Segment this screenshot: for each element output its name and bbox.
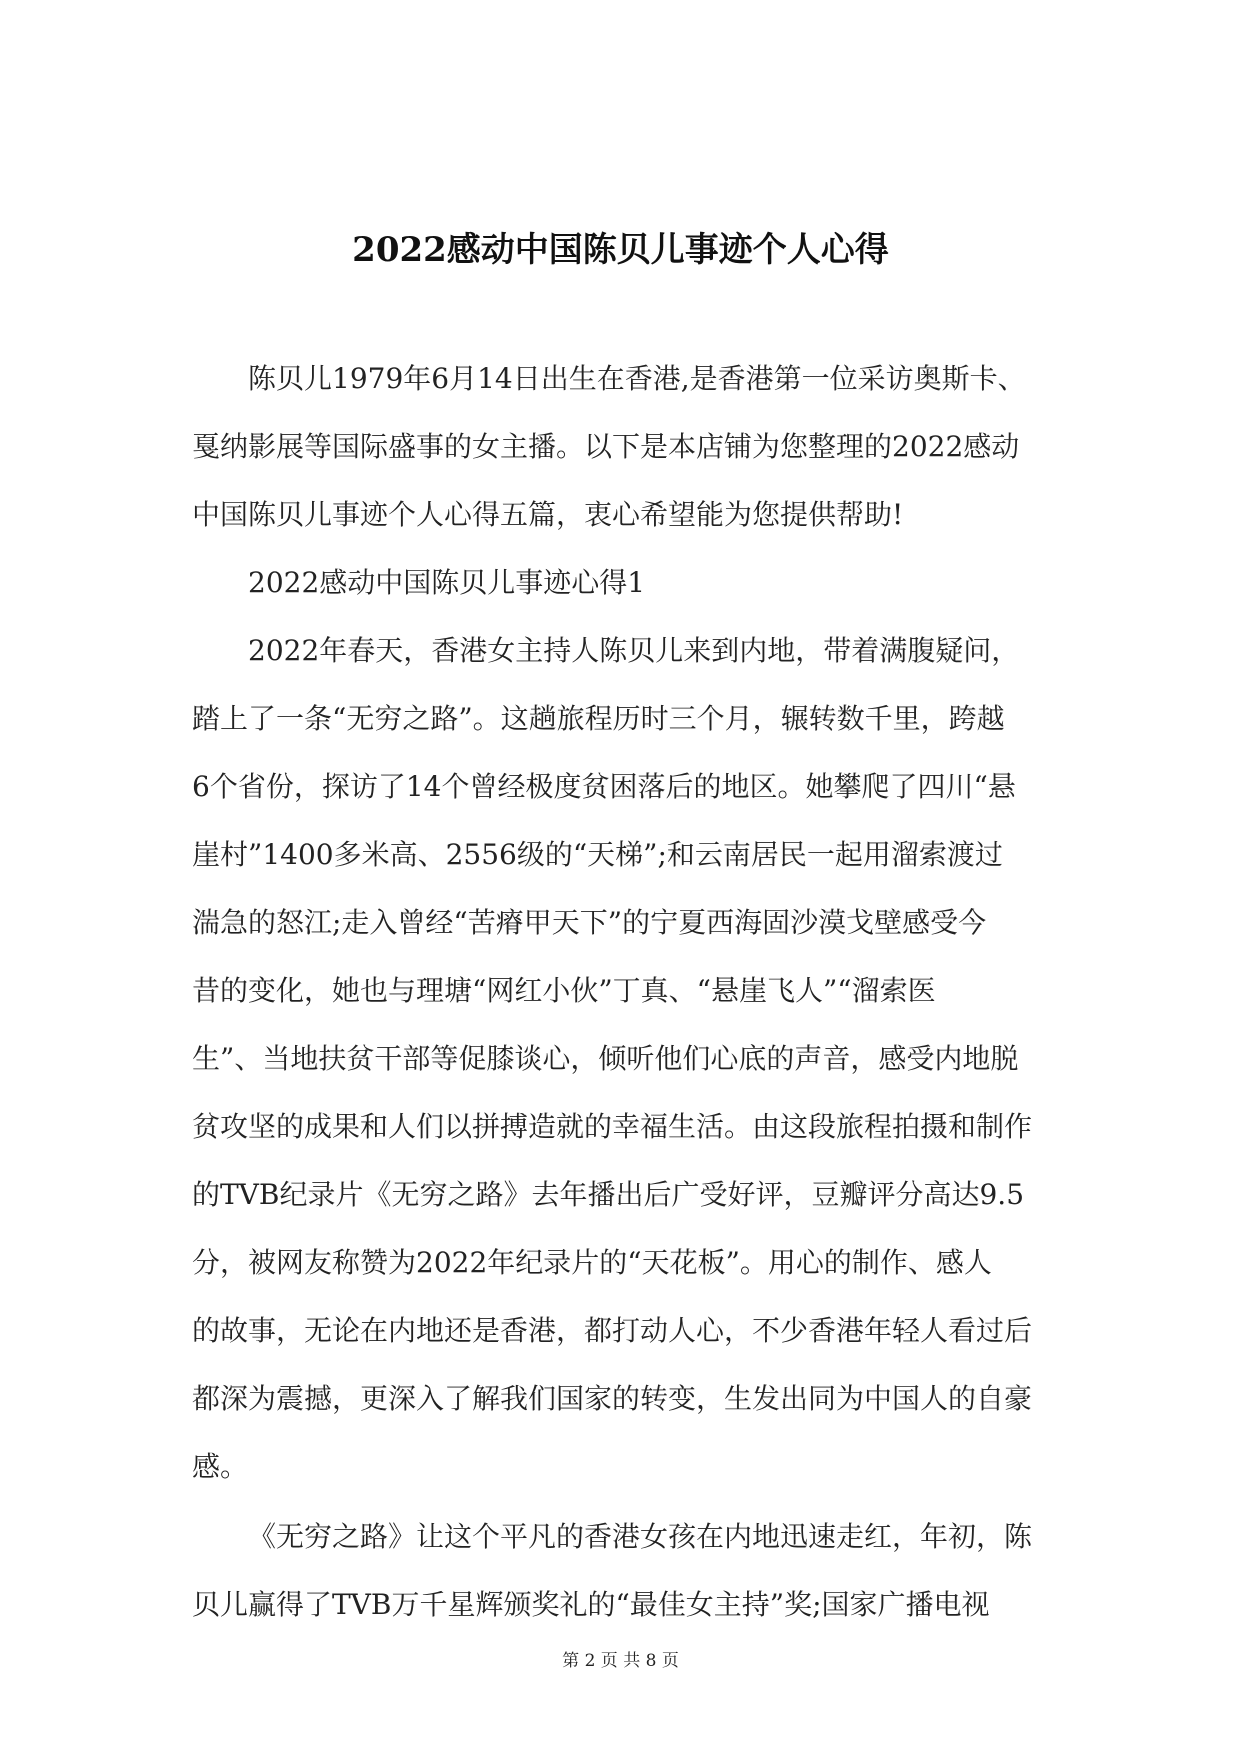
document-title: 2022感动中国陈贝儿事迹个人心得 bbox=[352, 230, 889, 270]
document-body bbox=[192, 345, 1062, 1639]
paragraph-line: 《无穷之路》让这个平凡的香港女孩在内地迅速走红，年初，陈 bbox=[248, 1520, 1033, 1553]
paragraph-line: 贫攻坚的成果和人们以拼搏造就的幸福生活。由这段旅程拍摄和制作 bbox=[192, 1110, 1033, 1143]
paragraph-line: 的TVB纪录片《无穷之路》去年播出后广受好评，豆瓣评分高达9.5 bbox=[192, 1178, 1025, 1211]
paragraph-line: 2022年春天，香港女主持人陈贝儿来到内地，带着满腹疑问， bbox=[248, 634, 1020, 667]
paragraph-line: 踏上了一条“无穷之路”。这趟旅程历时三个月，辗转数千里，跨越 bbox=[192, 702, 1005, 735]
paragraph-line: 中国陈贝儿事迹个人心得五篇，衷心希望能为您提供帮助! bbox=[192, 498, 904, 531]
section-heading: 2022感动中国陈贝儿事迹心得1 bbox=[248, 566, 646, 599]
paragraph-line: 分，被网友称赞为2022年纪录片的“天花板”。用心的制作、感人 bbox=[192, 1246, 992, 1279]
paragraph-line: 崖村”1400多米高、2556级的“天梯”;和云南居民一起用溜索渡过 bbox=[192, 838, 1003, 871]
paragraph-line: 感。 bbox=[192, 1450, 249, 1483]
paragraph-line: 戛纳影展等国际盛事的女主播。以下是本店铺为您整理的2022感动 bbox=[192, 430, 1020, 463]
paragraph-line: 湍急的怒江;走入曾经“苦瘠甲天下”的宁夏西海固沙漠戈壁感受今 bbox=[192, 906, 987, 939]
paragraph-line: 贝儿赢得了TVB万千星辉颁奖礼的“最佳女主持”奖;国家广播电视 bbox=[192, 1588, 990, 1621]
paragraph-line: 陈贝儿1979年6月14日出生在香港,是香港第一位采访奥斯卡、 bbox=[248, 362, 1026, 395]
paragraph-line: 都深为震撼，更深入了解我们国家的转变，生发出同为中国人的自豪 bbox=[192, 1382, 1033, 1415]
paragraph-line: 昔的变化，她也与理塘“网红小伙”丁真、“悬崖飞人”“溜索医 bbox=[192, 974, 936, 1007]
paragraph-line: 生”、当地扶贫干部等促膝谈心，倾听他们心底的声音，感受内地脱 bbox=[192, 1042, 1019, 1075]
paragraph-line: 6个省份，探访了14个曾经极度贫困落后的地区。她攀爬了四川“悬 bbox=[192, 770, 1016, 803]
page-footer: 第 2 页 共 8 页 bbox=[562, 1651, 679, 1671]
paragraph-line: 的故事，无论在内地还是香港，都打动人心，不少香港年轻人看过后 bbox=[192, 1314, 1033, 1347]
